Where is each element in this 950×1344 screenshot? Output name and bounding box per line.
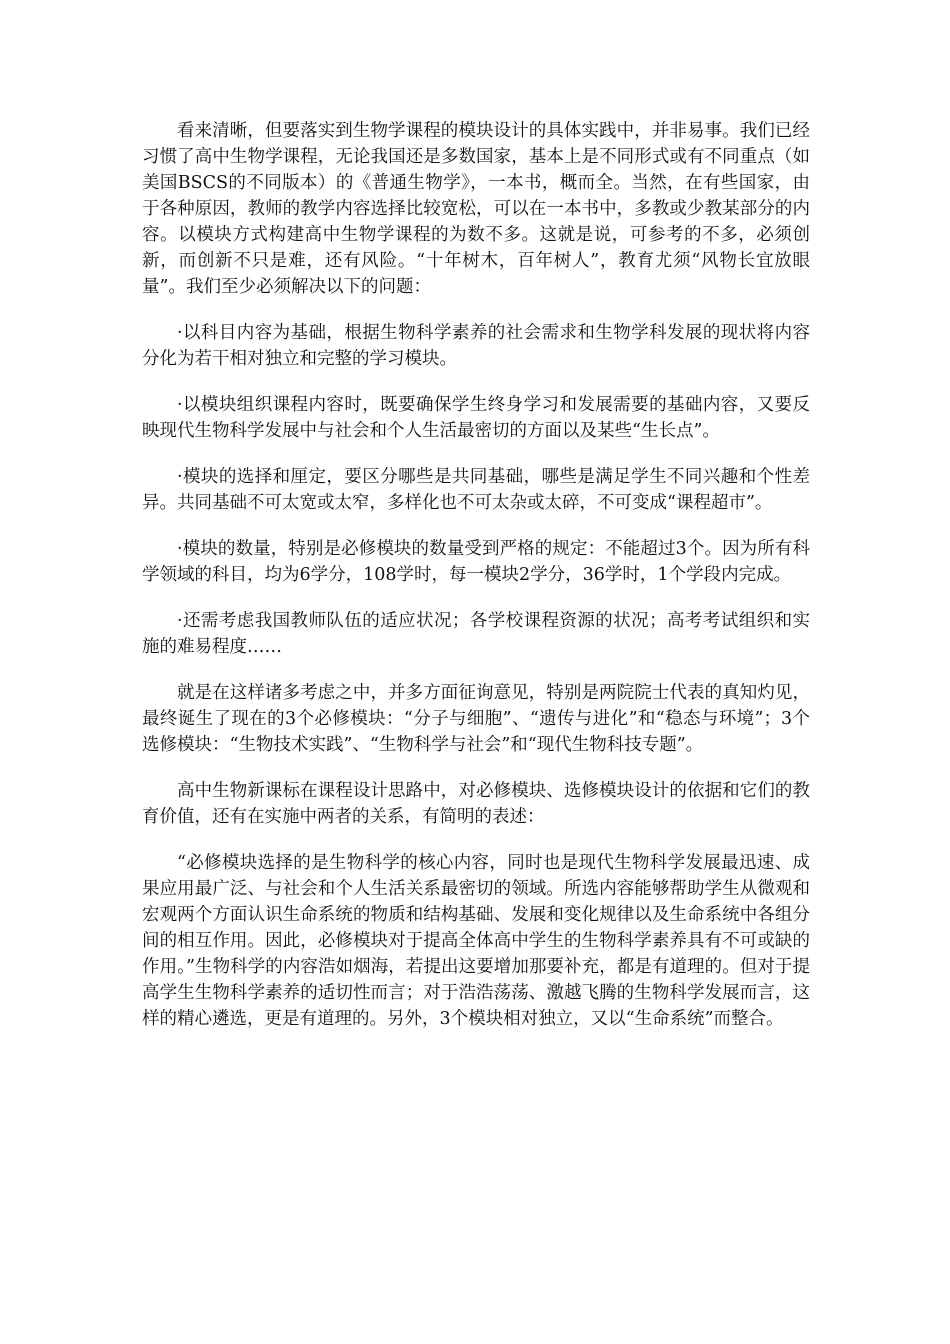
bullet-item-module-selection: ·模块的选择和厘定，要区分哪些是共同基础，哪些是满足学生不同兴趣和个性差异。共同基础不可太宽或太窄，多样化也不可太杂或太碎，不可变成“课程超市”。 bbox=[142, 467, 810, 513]
bullet-item-module-count: ·模块的数量，特别是必修模块的数量受到严格的规定：不能超过3个。因为所有科学领域的科目，均为6学分，108学时，每一模块2学分，36学时，1个学段内完成。 bbox=[142, 539, 810, 585]
paragraph-modules-born: 就是在这样诸多考虑之中，并多方面征询意见，特别是两院院士代表的真知灼见，最终诞生了现在的3个必修模块：“分子与细胞”、“遗传与进化”和“稳态与环境”；3个选修模块：“生物技术实践”、“生物科学与社会”和“现代生物科技专题”。 bbox=[142, 683, 810, 755]
paragraph-intro: 看来清晰，但要落实到生物学课程的模块设计的具体实践中，并非易事。我们已经习惯了高中生物学课程，无论我国还是多数国家，基本上是不同形式或有不同重点（如美国BSCS的不同版本）的《普通生物学》，一本书，概而全。当然，在有些国家，由于各种原因，教师的教学内容选择比较宽松，可以在一本书中，多教或少教某部分的内容。以模块方式构建高中生物学课程的为数不多。这就是说，可参考的不多，必须创新，而创新不只是难，还有风险。“十年树木，百年树人”，教育尤须“风物长宜放眼量”。我们至少必须解决以下的问题： bbox=[142, 121, 810, 297]
document-body bbox=[142, 118, 810, 1052]
bullet-item-module-content: ·以模块组织课程内容时，既要确保学生终身学习和发展需要的基础内容，又要反映现代生物科学发展中与社会和个人生活最密切的方面以及某些“生长点”。 bbox=[142, 395, 810, 441]
bullet-item-other-considerations: ·还需考虑我国教师队伍的适应状况；各学校课程资源的状况；高考考试组织和实施的难易程度…… bbox=[142, 611, 810, 657]
paragraph-standards-intro: 高中生物新课标在课程设计思路中，对必修模块、选修模块设计的依据和它们的教育价值，还有在实施中两者的关系，有简明的表述： bbox=[142, 781, 810, 827]
bullet-item-module-division: ·以科目内容为基础，根据生物科学素养的社会需求和生物学科发展的现状将内容分化为若干相对独立和完整的学习模块。 bbox=[142, 323, 810, 369]
paragraph-quote: “必修模块选择的是生物科学的核心内容，同时也是现代生物科学发展最迅速、成果应用最广泛、与社会和个人生活关系最密切的领域。所选内容能够帮助学生从微观和宏观两个方面认识生命系统的物质和结构基础、发展和变化规律以及生命系统中各组分间的相互作用。因此，必修模块对于提高全体高中学生的生物科学素养具有不可或缺的作用。”生物科学的内容浩如烟海，若提出这要增加那要补充，都是有道理的。但对于提高学生生物科学素养的适切性而言；对于浩浩荡荡、激越飞腾的生物科学发展而言，这样的精心遴选，更是有道理的。另外，3个模块相对独立，又以“生命系统”而整合。 bbox=[142, 853, 810, 1029]
